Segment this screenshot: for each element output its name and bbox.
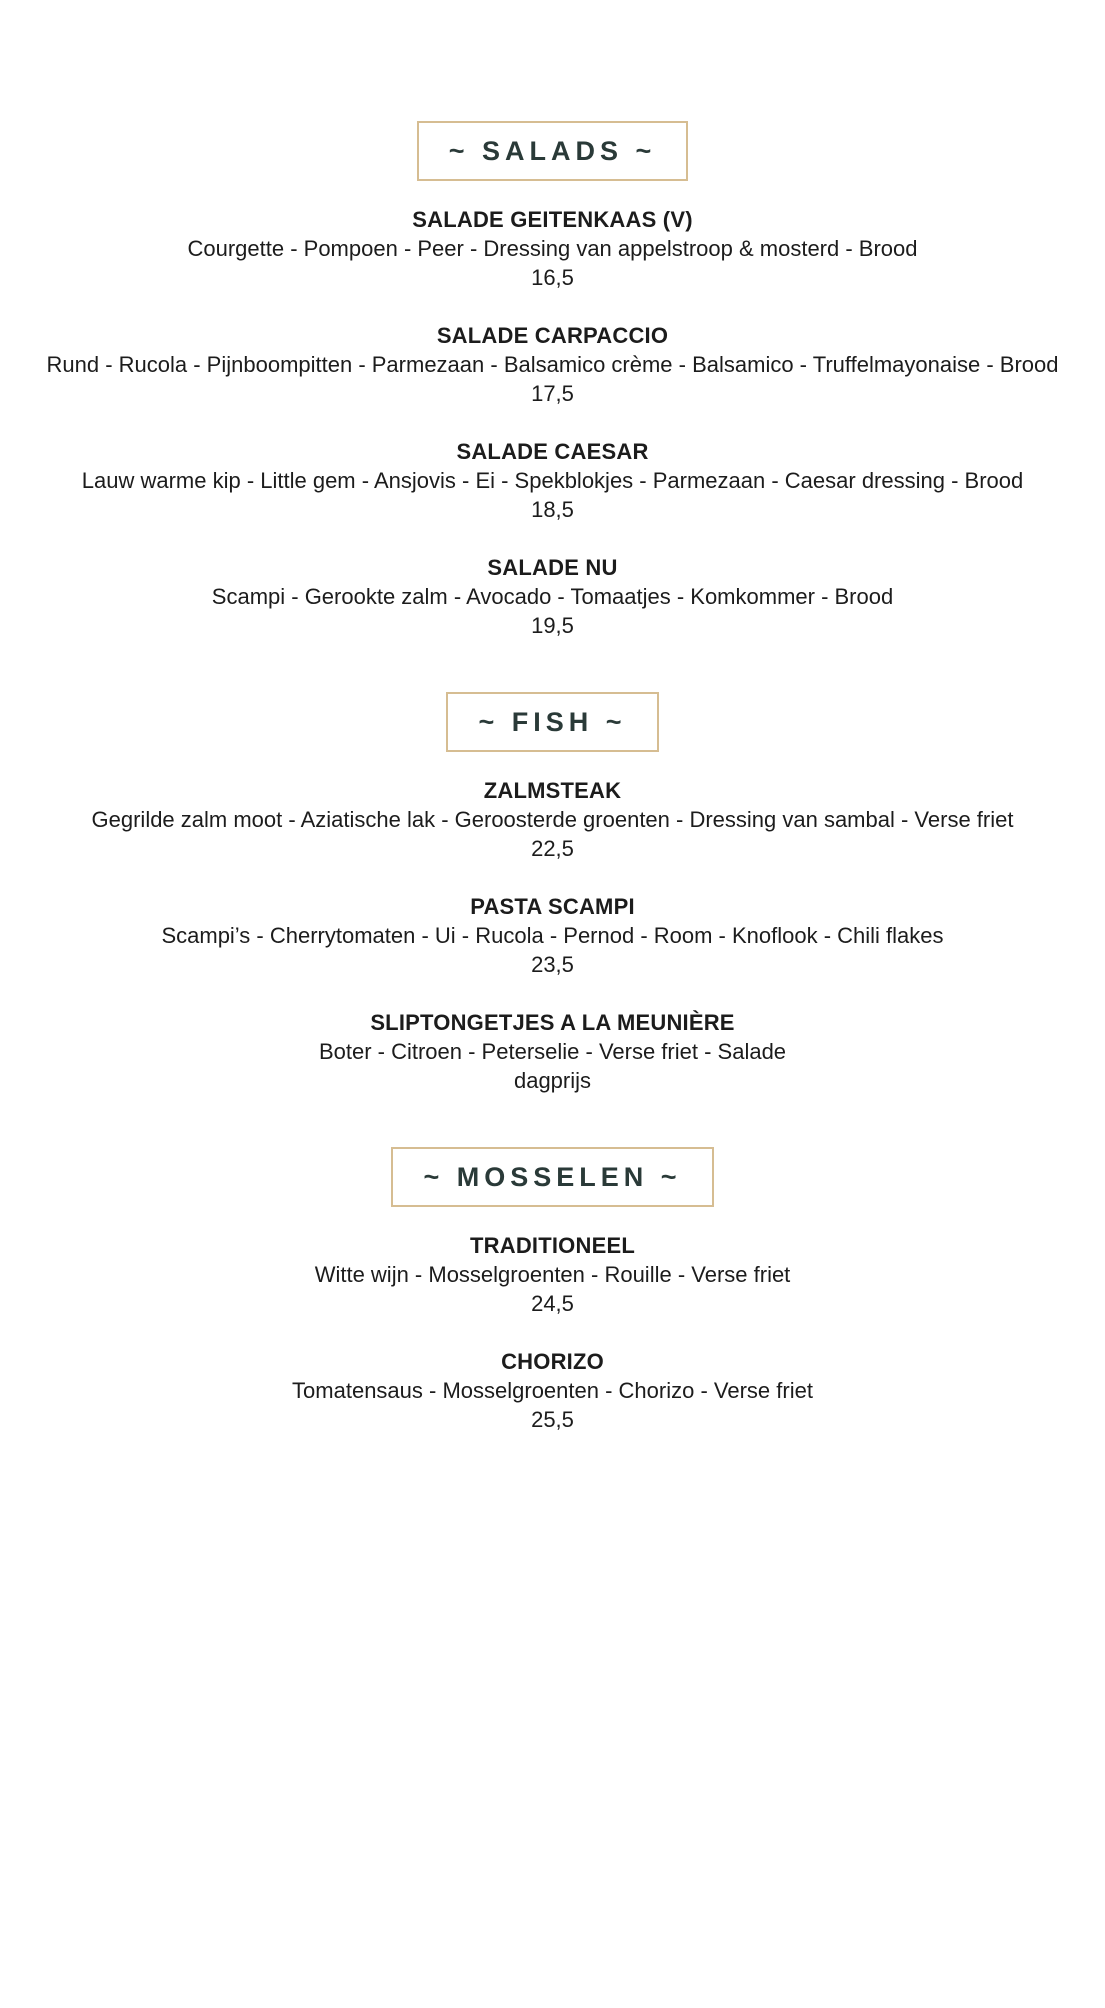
menu-item-description: Witte wijn - Mosselgroenten - Rouille - Verse friet bbox=[314, 1262, 791, 1287]
section-header-box bbox=[446, 692, 658, 752]
menu-item-description: Rund - Rucola - Pijnboompitten - Parmezaan - Balsamico crème - Balsamico - Truffelmayonaise - Brood bbox=[46, 352, 1059, 377]
menu-section bbox=[0, 121, 1105, 640]
menu-item-name: ZALMSTEAK bbox=[483, 778, 622, 803]
menu-item-name: PASTA SCAMPI bbox=[470, 894, 635, 919]
menu-item-description: Gegrilde zalm moot - Aziatische lak - Geroosterde groenten - Dressing van sambal - Verse friet bbox=[91, 807, 1014, 832]
menu-section bbox=[0, 692, 1105, 1095]
menu-item-description: Scampi’s - Cherrytomaten - Ui - Rucola - Pernod - Room - Knoflook - Chili flakes bbox=[161, 923, 944, 948]
section-items bbox=[0, 1231, 1105, 1434]
section-header-wrap bbox=[0, 692, 1105, 752]
menu-item-description: Tomatensaus - Mosselgroenten - Chorizo - Verse friet bbox=[292, 1378, 813, 1403]
menu-item bbox=[0, 553, 1105, 640]
menu-item bbox=[0, 1008, 1105, 1095]
menu-item-name: SALADE CAESAR bbox=[456, 439, 649, 464]
menu-item-price: 17,5 bbox=[531, 381, 574, 406]
menu-item-price: 24,5 bbox=[531, 1291, 574, 1316]
menu-section bbox=[0, 1147, 1105, 1434]
section-title: ~ FISH ~ bbox=[478, 707, 627, 737]
section-header-box bbox=[417, 121, 689, 181]
section-header-wrap bbox=[0, 1147, 1105, 1207]
menu-item bbox=[0, 1231, 1105, 1318]
menu-item bbox=[0, 437, 1105, 524]
menu-item-name: TRADITIONEEL bbox=[470, 1233, 635, 1258]
menu-item-description: Courgette - Pompoen - Peer - Dressing van appelstroop & mosterd - Brood bbox=[187, 236, 918, 261]
menu-item bbox=[0, 1347, 1105, 1434]
menu-item-price: 18,5 bbox=[531, 497, 574, 522]
menu-item-name: SALADE CARPACCIO bbox=[436, 323, 669, 348]
section-items bbox=[0, 205, 1105, 640]
menu-item-price: 23,5 bbox=[531, 952, 574, 977]
menu-item-name: SLIPTONGETJES A LA MEUNIÈRE bbox=[370, 1010, 735, 1035]
menu-item-description: Lauw warme kip - Little gem - Ansjovis - Ei - Spekblokjes - Parmezaan - Caesar dressing - Brood bbox=[81, 468, 1024, 493]
menu-item bbox=[0, 776, 1105, 863]
menu-item-price: 25,5 bbox=[531, 1407, 574, 1432]
section-items bbox=[0, 776, 1105, 1095]
section-title: ~ SALADS ~ bbox=[448, 136, 657, 166]
section-header-wrap bbox=[0, 121, 1105, 181]
section-header-box bbox=[391, 1147, 713, 1207]
menu-item-name: SALADE GEITENKAAS (V) bbox=[412, 207, 693, 232]
menu-item-price: 22,5 bbox=[531, 836, 574, 861]
menu-item bbox=[0, 321, 1105, 408]
menu-item bbox=[0, 205, 1105, 292]
menu-item-name: CHORIZO bbox=[501, 1349, 604, 1374]
menu-item-name: SALADE NU bbox=[487, 555, 618, 580]
menu-item-price: dagprijs bbox=[513, 1068, 592, 1093]
menu-item-price: 16,5 bbox=[531, 265, 574, 290]
menu-item-price: 19,5 bbox=[531, 613, 574, 638]
menu-item-description: Boter - Citroen - Peterselie - Verse friet - Salade bbox=[318, 1039, 787, 1064]
menu-item bbox=[0, 892, 1105, 979]
menu-sections bbox=[0, 121, 1105, 1434]
menu-item-description: Scampi - Gerookte zalm - Avocado - Tomaatjes - Komkommer - Brood bbox=[211, 584, 894, 609]
section-title: ~ MOSSELEN ~ bbox=[423, 1162, 682, 1192]
